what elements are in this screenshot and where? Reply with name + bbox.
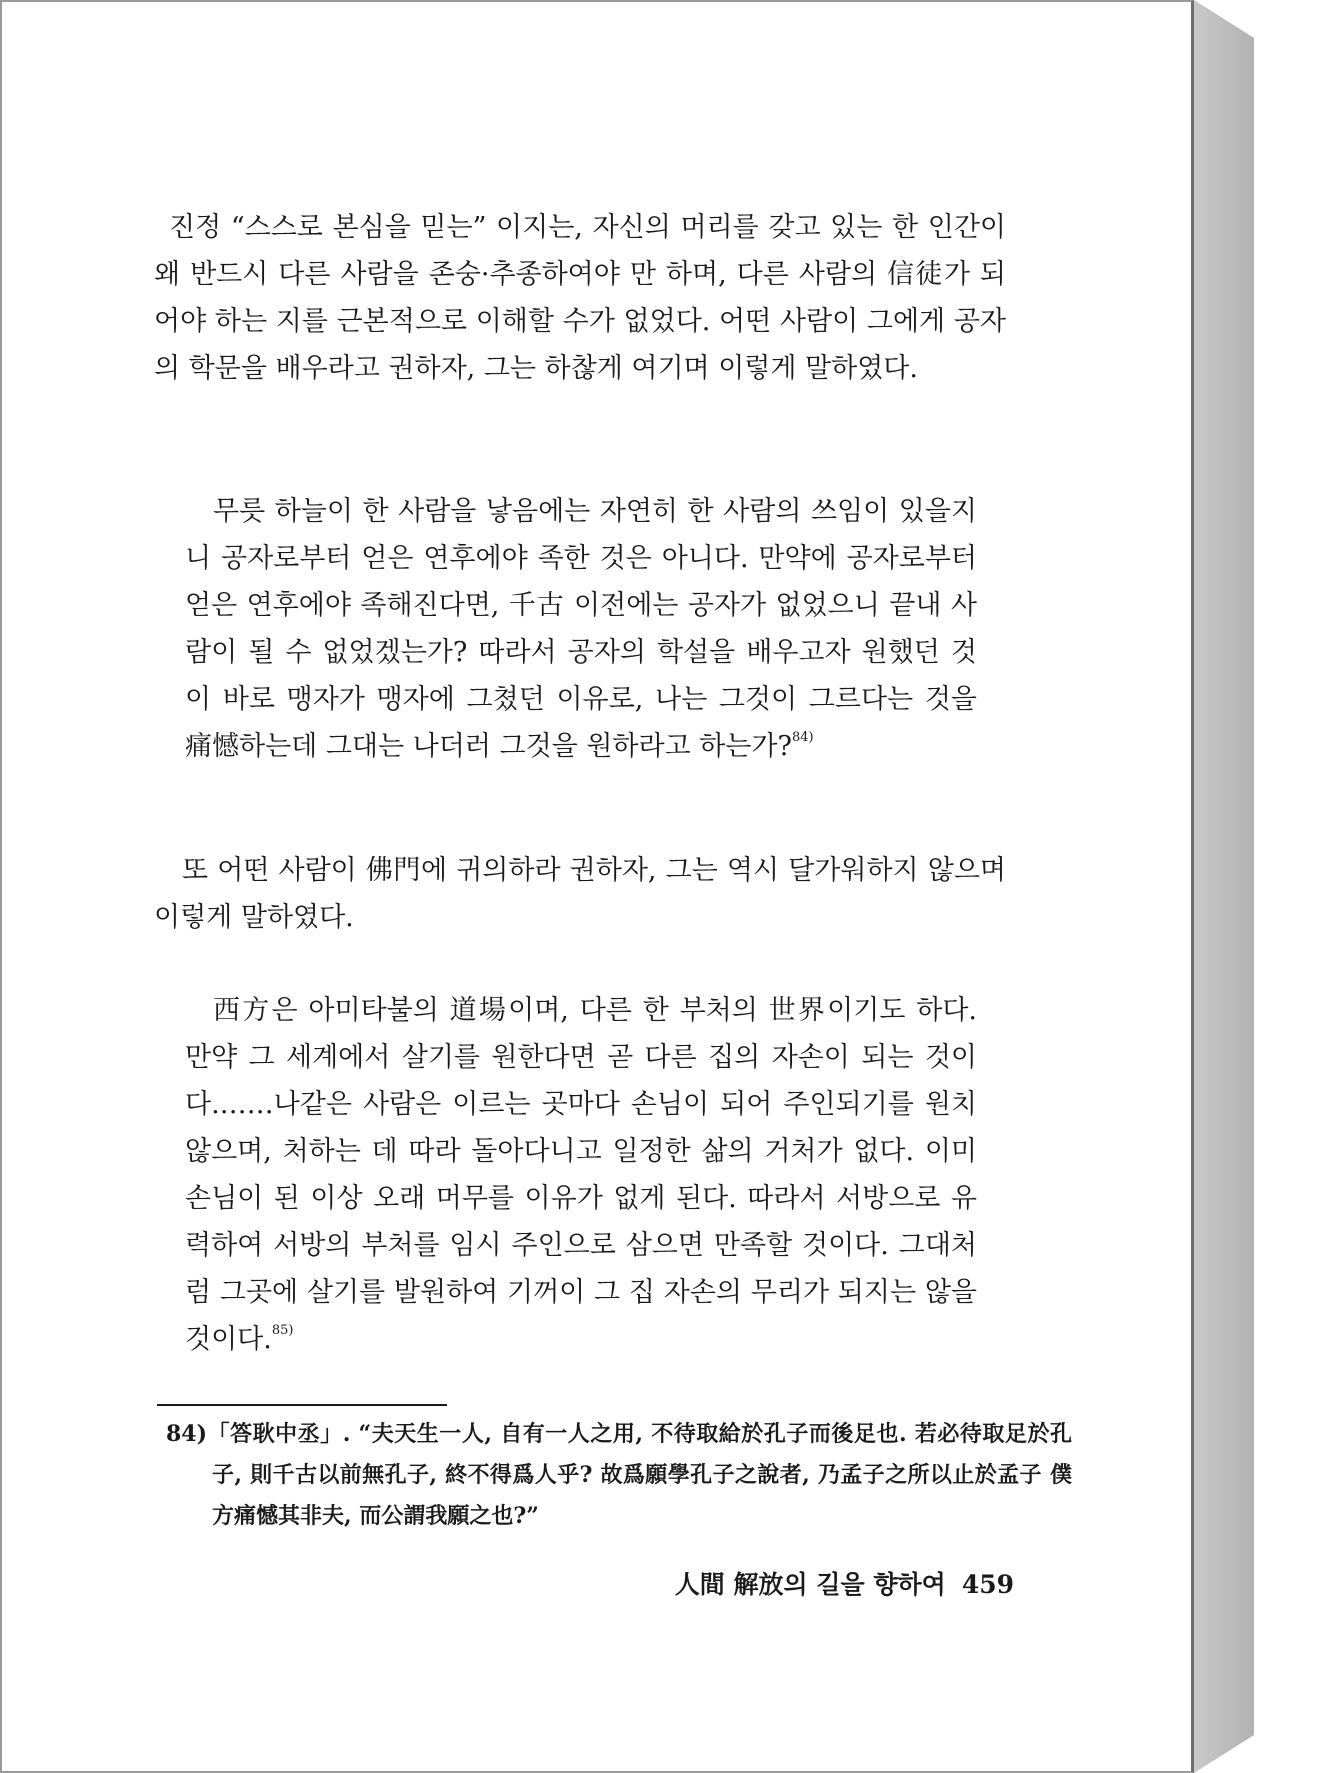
body-paragraph-2-text: 또 어떤 사람이 佛門에 귀의하라 권하자, 그는 역시 달가워하지 않으며 이렇게 말하였다. xyxy=(154,855,1006,933)
footnote-ref-84: 84) xyxy=(791,730,814,745)
body-paragraph-1-text: 진정 “스스로 본심을 믿는” 이지는, 자신의 머리를 갖고 있는 한 인간이 왜 반드시 다른 사람을 존숭·추종하여야 만 하며, 다른 사람의 信徒가 되어야 하는 지를 근본적으로 이해할 수가 없었다. 어떤 사람이 그에게 공자의 학문을 배우라고 권하자, 그는 하찮게 여기며 이렇게 말하였다. xyxy=(154,212,1006,384)
block-quote-1 xyxy=(185,488,977,770)
footnote-84: 84)「答耿中丞」. “夫天生一人, 自有一人之用, 不待取給於孔子而後足也. 若必待取足於孔子, 則千古以前無孔子, 終不得爲人乎? 故爲願學孔子之說者, 乃孟子之所以止於孟子 僕方痛憾其非夫, 而公謂我願之也?” xyxy=(166,1421,1072,1529)
block-quote-2 xyxy=(185,987,977,1363)
running-footer xyxy=(602,1565,1014,1601)
page-number: 459 xyxy=(961,1570,1014,1599)
page-edge-bottom-corner xyxy=(1194,1735,1254,1773)
footnote-divider xyxy=(157,1404,447,1406)
running-title: 人間 解放의 길을 향하여 xyxy=(674,1570,946,1599)
block-quote-2-text: 西方은 아미타불의 道場이며, 다른 한 부처의 世界이기도 하다. 만약 그 세계에서 살기를 원한다면 곧 다른 집의 자손이 되는 것이다.……나같은 사람은 이르는 곳마다 손님이 되어 주인되기를 원치 않으며, 처하는 데 따라 돌아다니고 일정한 삶의 거처가 없다. 이미 손님이 된 이상 오래 머무를 이유가 없게 된다. 따라서 서방으로 유력하여 서방의 부처를 임시 주인으로 삼으면 만족할 것이다. 그대처럼 그곳에 살기를 발원하여 기꺼이 그 집 자손의 무리가 되지는 않을 것이다. xyxy=(185,995,977,1355)
body-paragraph-1 xyxy=(154,204,1006,392)
block-quote-1-text: 무릇 하늘이 한 사람을 낳음에는 자연히 한 사람의 쓰임이 있을지니 공자로부터 얻은 연후에야 족한 것은 아니다. 만약에 공자로부터 얻은 연후에야 족해진다면, 千古 이전에는 공자가 없었으니 끝내 사람이 될 수 없었겠는가? 따라서 공자의 학설을 배우고자 원했던 것이 바로 맹자가 맹자에 그쳤던 이유로, 나는 그것이 그르다는 것을 痛憾하는데 그대는 나더러 그것을 원하라고 하는가? xyxy=(185,496,977,762)
footnote-ref-85: 85) xyxy=(271,1323,294,1338)
body-paragraph-2 xyxy=(154,847,1006,941)
page-edge xyxy=(1194,0,1254,1773)
page-edge-top-corner xyxy=(1194,0,1254,38)
